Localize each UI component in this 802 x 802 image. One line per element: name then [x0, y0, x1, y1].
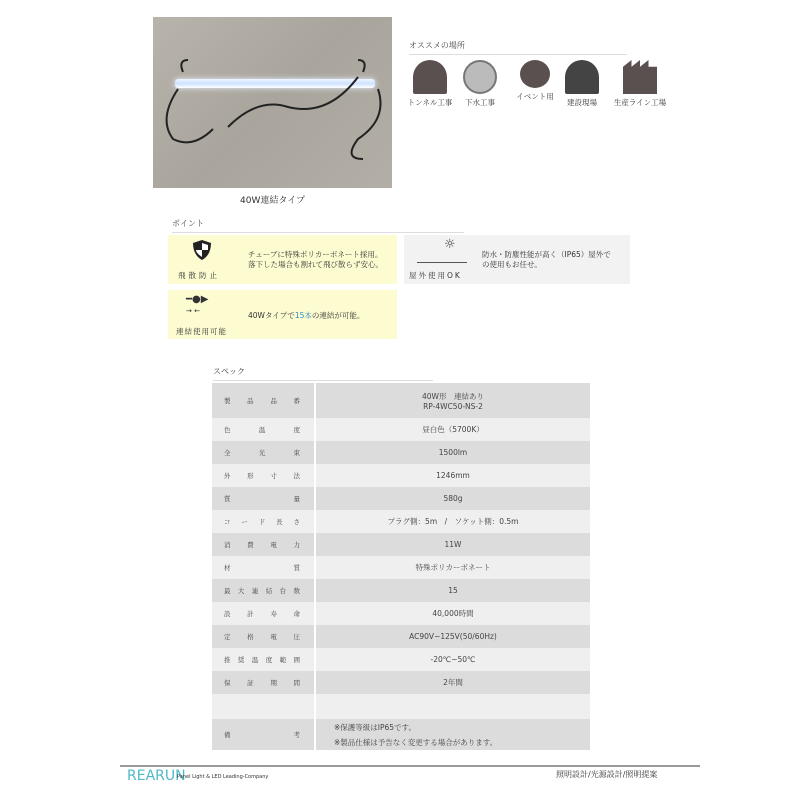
helmet-icon [565, 60, 599, 94]
spec-value-line: 特殊ポリカーボネート [415, 563, 491, 572]
point-outdoor [404, 235, 630, 284]
spec-key: 備考 [212, 719, 315, 750]
product-photo [153, 17, 392, 188]
text: 40Wタイプで [248, 311, 295, 320]
spec-row [212, 533, 590, 556]
sun-icon: ☼ [444, 237, 456, 252]
spec-value-line: 1500lm [438, 448, 468, 457]
spec-row [212, 556, 590, 579]
spec-row [212, 510, 590, 533]
spec-key: 色温度 [212, 418, 315, 441]
spec-value [315, 418, 590, 441]
place-sewer [455, 60, 505, 108]
footer-services: 照明設計/光源設計/照明提案 [556, 770, 658, 779]
spec-row [212, 418, 590, 441]
spec-value-line: AC90V~125V(50/60Hz) [409, 632, 497, 641]
spec-row [212, 694, 590, 719]
place-construction [557, 60, 607, 108]
spec-value-line: 40W形 連結あり [422, 391, 484, 401]
spec-key: 保証期間 [212, 671, 315, 694]
spec-key: 推奨温度範囲 [212, 648, 315, 671]
spec-key: 設計寿命 [212, 602, 315, 625]
footer-divider [120, 765, 700, 767]
spec-value [315, 719, 590, 750]
spec-value [315, 556, 590, 579]
highlight: 15本 [294, 311, 312, 320]
point-text: 落下した場合も割れて飛び散らず安心。 [248, 260, 383, 269]
spec-value [315, 625, 590, 648]
spec-key: 最大連結台数 [212, 579, 315, 602]
recommended-places [405, 0, 675, 120]
place-label: トンネル工事 [407, 98, 453, 107]
spec-row [212, 602, 590, 625]
spec-value-line: RP-4WC50-NS-2 [423, 401, 483, 411]
spec-value [315, 648, 590, 671]
point-label: 連結使用可能 [176, 327, 227, 336]
divider [417, 262, 467, 263]
spec-key: 材質 [212, 556, 315, 579]
recommended-title: オススメの場所 [409, 40, 627, 55]
place-event [510, 60, 560, 102]
point-text: チューブに特殊ポリカーボネート採用。 [248, 250, 383, 259]
spec-row [212, 441, 590, 464]
brand-tagline: Panel Light & LED Leading-Company [177, 774, 269, 780]
spec-value-line: -20℃~50℃ [430, 655, 476, 664]
spec-value-line: ※製品仕様は予告なく変更する場合があります。 [334, 737, 498, 747]
spec-value [315, 464, 590, 487]
spec-value [315, 533, 590, 556]
spec-value-line: 11W [444, 540, 462, 549]
place-label: 下水工事 [465, 98, 495, 107]
point-text: の使用もお任せ。 [482, 260, 542, 269]
spec-key [212, 694, 315, 719]
spec-row [212, 383, 590, 418]
spec-key: 全光束 [212, 441, 315, 464]
spec-value [315, 383, 590, 418]
point-connectable [168, 290, 397, 339]
spec-value [315, 579, 590, 602]
point-text [248, 310, 364, 321]
spec-value [315, 510, 590, 533]
photo-caption: 40W連結タイプ [240, 196, 305, 206]
brand-logo: REARUN [127, 768, 186, 784]
spec-key: 定格電圧 [212, 625, 315, 648]
manhole-icon [463, 60, 497, 94]
point-text: 防水・防塵性能が高く（IP65）屋外で [482, 250, 611, 259]
fan-icon [520, 60, 550, 88]
spec-key: 消費電力 [212, 533, 315, 556]
spec-value [315, 602, 590, 625]
text: の連結が可能。 [311, 311, 365, 320]
cable-drawing [153, 17, 392, 188]
spec-key: コード長さ [212, 510, 315, 533]
place-label: 生産ライン工場 [613, 98, 667, 107]
spec-title: スペック [213, 366, 433, 381]
spec-value [315, 671, 590, 694]
place-tunnel [405, 60, 455, 108]
spec-key: 質量 [212, 487, 315, 510]
points-title: ポイント [172, 218, 464, 233]
spec-row [212, 487, 590, 510]
spec-value [315, 487, 590, 510]
point-label: 飛散防止 [178, 271, 220, 280]
spec-value [315, 694, 590, 719]
spec-row [212, 579, 590, 602]
spec-key: 製品品番 [212, 383, 315, 418]
spec-row [212, 648, 590, 671]
spec-value-line: ※保護等級はIP65です。 [334, 722, 416, 732]
point-label: 屋外使用OK [409, 271, 462, 280]
shield-icon [192, 239, 212, 261]
spec-value [315, 441, 590, 464]
spec-row [212, 671, 590, 694]
spec-row [212, 625, 590, 648]
spec-value-line: 2年間 [443, 678, 463, 687]
tunnel-icon [413, 60, 447, 94]
spec-value-line: 40,000時間 [432, 609, 474, 618]
factory-icon [623, 60, 657, 94]
spec-value-line: プラグ側：5m / ソケット側：0.5m [387, 517, 519, 526]
spec-value-line: 15 [448, 586, 458, 595]
place-factory [610, 60, 670, 108]
spec-value-line: 1246mm [436, 471, 470, 480]
point-shatterproof [168, 235, 397, 284]
plug-icon: ━●▶ → ← [186, 294, 209, 315]
spec-table [212, 383, 590, 750]
spec-value-line: 580g [443, 494, 463, 503]
place-label: イベント用 [516, 92, 554, 101]
spec-key: 外形寸法 [212, 464, 315, 487]
spec-row [212, 719, 590, 750]
spec-row [212, 464, 590, 487]
place-label: 建設現場 [567, 98, 597, 107]
spec-value-line: 昼白色（5700K） [422, 425, 484, 434]
